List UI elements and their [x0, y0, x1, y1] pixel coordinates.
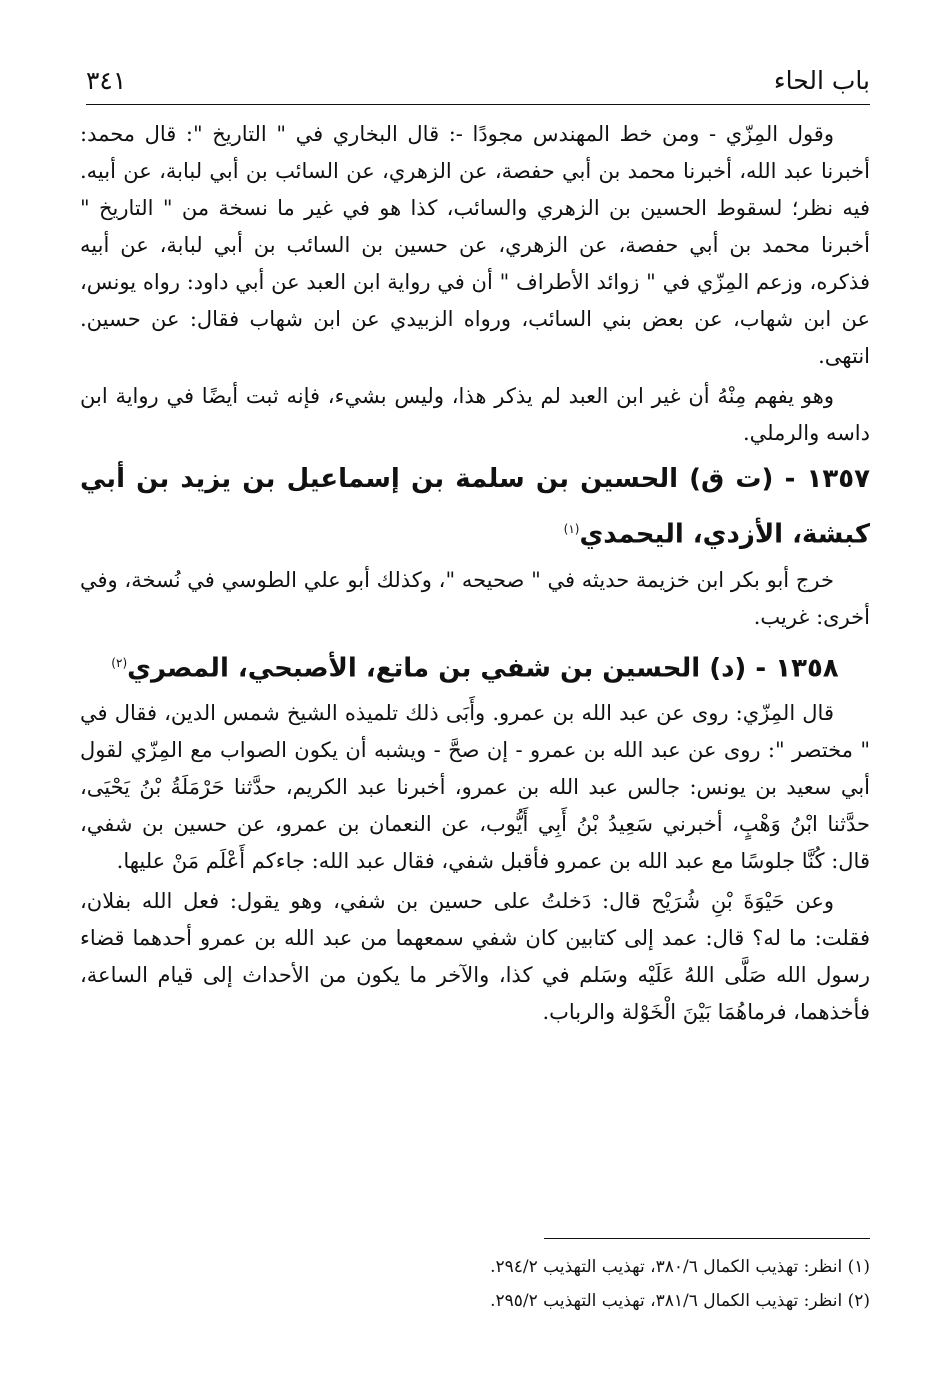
entry-heading-1358-text: ١٣٥٨ - (د) الحسين بن شفي بن ماتع، الأصبحي، المصري	[127, 653, 839, 684]
footnote-1: (١) انظر: تهذيب الكمال ٣٨٠/٦، تهذيب التهذيب ٢٩٤/٢.	[490, 1257, 870, 1277]
paragraph-5: وعن حَيْوَةَ بْنِ شُرَيْح قال: دَخلتُ على حسين بن شفي، وهو يقول: فعل الله بفلان، فقلت: ما له؟ قال: عمد إلى كتابين كان شفي سمعهما من عبد الله بن عمرو أحدهما قضاء رسول الله صَلَّى اللهُ عَلَيْه وسَلم في كذا، والآخر ما يكون من الأحداث إلى قيام الساعة، فأخذهما، فرماهُمَا بَيْنَ الْخَوْلة والرباب.	[80, 889, 870, 1025]
footnote-divider	[544, 1238, 870, 1239]
paragraph-4: قال المِزّي: روى عن عبد الله بن عمرو. وأَبَى ذلك تلميذه الشيخ شمس الدين، فقال في " مختصر ": روى عن عبد الله بن عمرو - إن صحَّ - ويشبه أن يكون الصواب مع المِزّي لقول أبي سعيد بن يونس: جالس عبد الله بن عمرو، أخبرنا عبد الكريم، حدَّثنا حَرْمَلَةُ بْنُ يَحْيَى، حدَّثنا ابْنُ وَهْبٍ، أخبرني سَعِيدُ بْنُ أَبِي أَيُّوب، عن النعمان بن عمرو، عن حسين بن شفي، قال: كُنَّا جلوسًا مع عبد الله بن عمرو فأقبل شفي، فقال عبد الله: جاءكم أَعْلَم مَنْ عليها.	[80, 701, 870, 874]
entry-heading-1357-text: ١٣٥٧ - (ت ق) الحسين بن سلمة بن إسماعيل بن يزيد بن أبي كبشة، الأزدي، اليحمدي	[80, 464, 870, 550]
main-text	[80, 116, 870, 1031]
footnote-ref-1: (١)	[563, 522, 580, 536]
paragraph-1: وقول المِزّي - ومن خط المهندس مجودًا -: قال البخاري في " التاريخ ": قال محمد: أخبرنا عبد الله، أخبرنا محمد بن أبي حفصة، عن الزهري، عن السائب بن أبي لبابة، عن أبيه. فيه نظر؛ لسقوط الحسين بن الزهري والسائب، كذا هو في غير ما نسخة من " التاريخ " أخبرنا محمد بن أبي حفصة، عن الزهري، عن حسين بن السائب بن أبي لبابة، عن أبيه فذكره، وزعم المِزّي في " زوائد الأطراف " أن في رواية ابن العبد عن أبي داود: رواه يونس، عن ابن شهاب، عن بعض بني السائب، ورواه الزبيدي عن ابن شهاب فقال: عن حسين. انتهى.	[80, 122, 870, 368]
page-header	[86, 60, 870, 102]
footnote-ref-2: (٢)	[111, 655, 128, 670]
footnotes	[80, 1250, 870, 1318]
entry-heading-1357	[80, 454, 870, 560]
paragraph-3: خرج أبو بكر ابن خزيمة حديثه في " صحيحه "، وكذلك أبو علي الطوسي في نُسخة، وفي أخرى: غريب.	[80, 567, 870, 629]
chapter-title: باب الحاء	[773, 66, 870, 95]
header-divider	[86, 104, 870, 105]
entry-heading-1358	[80, 638, 870, 694]
footnote-2: (٢) انظر: تهذيب الكمال ٣٨١/٦، تهذيب التهذيب ٢٩٥/٢.	[490, 1291, 870, 1311]
paragraph-2: وهو يفهم مِنْهُ أن غير ابن العبد لم يذكر هذا، وليس بشيء، فإنه ثبت أيضًا في رواية ابن داسه والرملي.	[80, 384, 870, 445]
page-number: ٣٤١	[86, 66, 127, 95]
